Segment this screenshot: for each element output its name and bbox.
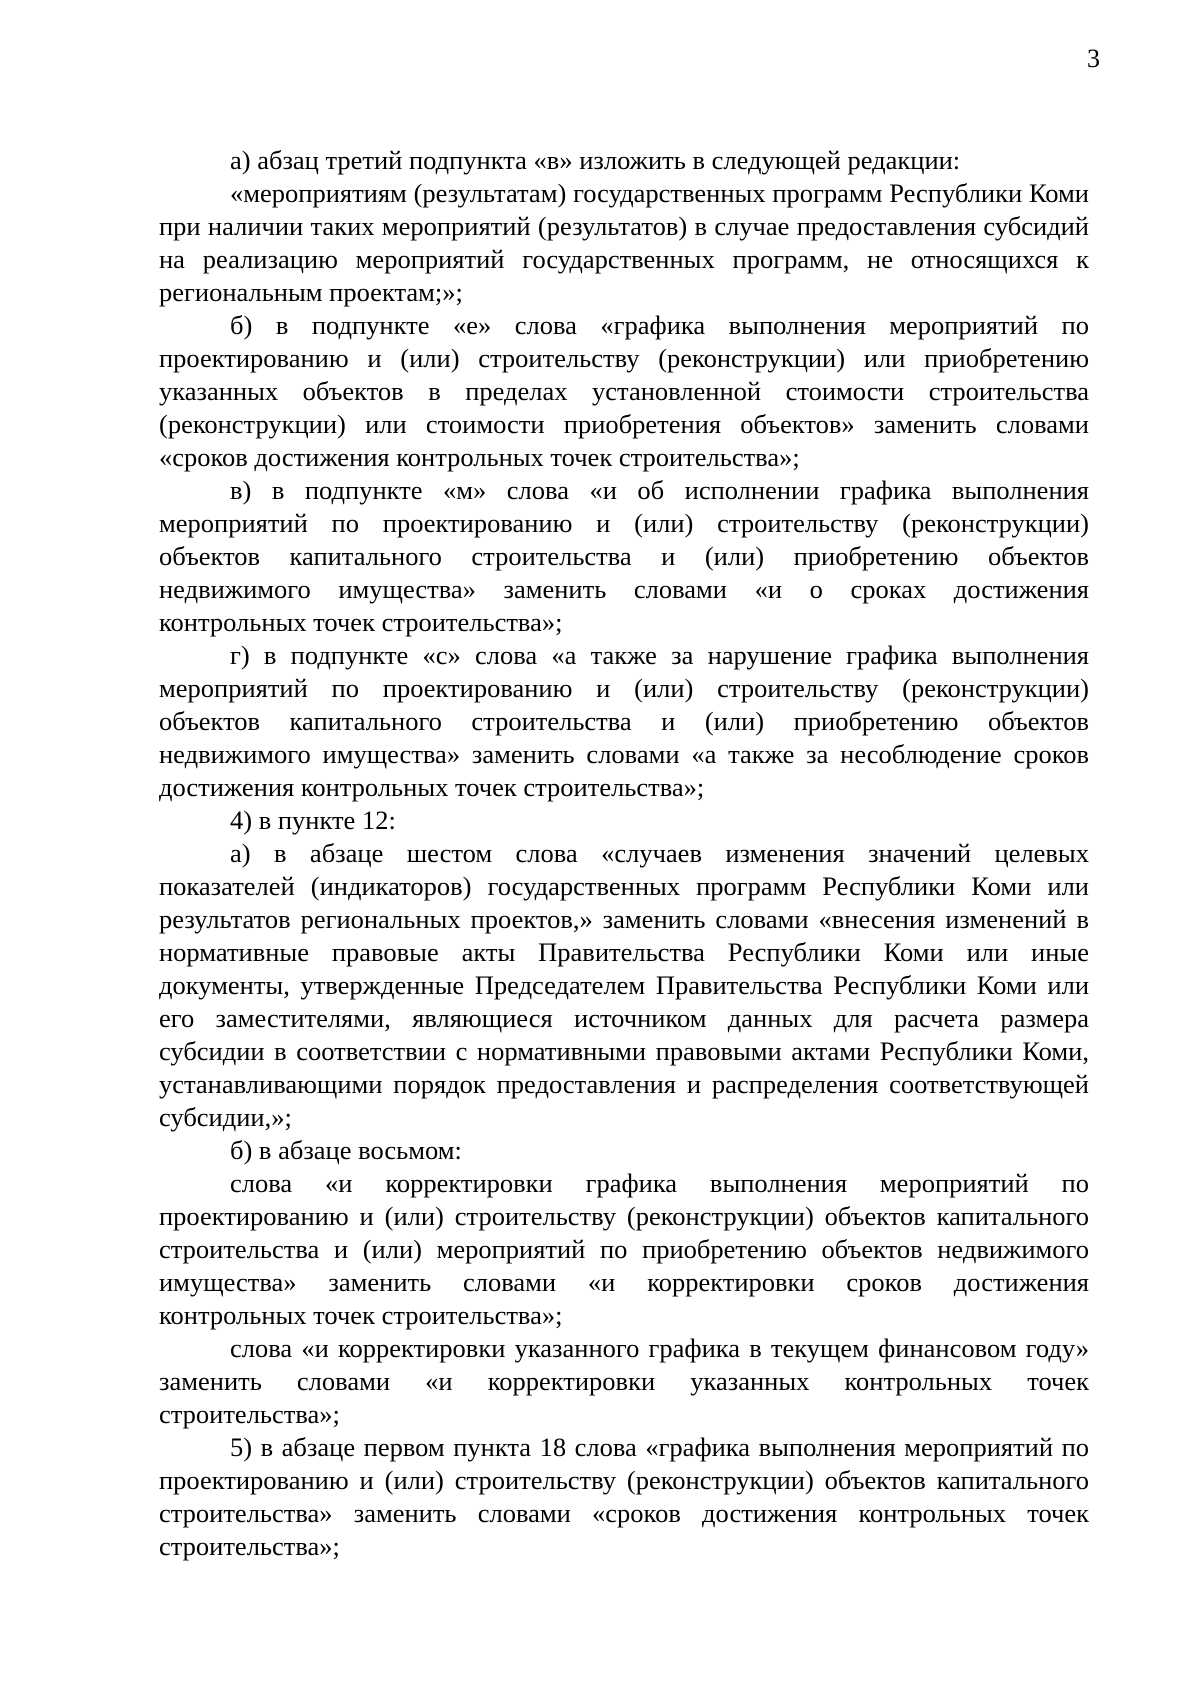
paragraph: б) в абзаце восьмом:	[230, 1135, 462, 1165]
paragraph: а) в абзаце шестом слова «случаев изменения значений целевых показателей (индикаторов) государственных программ Республики Коми или результатов региональных проектов,» заменить словами «внесения изменений в нормативные правовые акты Правительства Республики Коми или иные документы, утвержденные Председателем Правительства Республики Коми или его заместителями, являющиеся источником данных для расчета размера субсидии в соответствии с нормативными правовыми актами Республики Коми, устанавливающими порядок предоставления и распределения соответствующей субсидии,»;	[159, 838, 1089, 1132]
paragraph: г) в подпункте «с» слова «а также за нарушение графика выполнения мероприятий по проектированию и (или) строительству (реконструкции) объектов капитального строительства и (или) приобретению объектов недвижимого имущества» заменить словами «а также за несоблюдение сроков достижения контрольных точек строительства»;	[159, 640, 1089, 802]
paragraph: «мероприятиям (результатам) государственных программ Республики Коми при наличии таких мероприятий (результатов) в случае предоставления субсидий на реализацию мероприятий государственных программ, не относящихся к региональным проектам;»;	[159, 178, 1089, 307]
paragraph: б) в подпункте «е» слова «графика выполнения мероприятий по проектированию и (или) строительству (реконструкции) или приобретению указанных объектов в пределах установленной стоимости строительства (реконструкции) или стоимости приобретения объектов» заменить словами «сроков достижения контрольных точек строительства»;	[159, 310, 1089, 472]
page-number: 3	[1087, 44, 1100, 73]
paragraph: в) в подпункте «м» слова «и об исполнении графика выполнения мероприятий по проектированию и (или) строительству (реконструкции) объектов капитального строительства и (или) приобретению объектов недвижимого имущества» заменить словами «и о сроках достижения контрольных точек строительства»;	[159, 475, 1089, 637]
paragraph: 4) в пункте 12:	[230, 805, 396, 835]
paragraph: слова «и корректировки указанного графика в текущем финансовом году» заменить словами «и корректировки указанных контрольных точек строительства»;	[159, 1333, 1089, 1429]
document-body	[159, 144, 1089, 1563]
paragraph: а) абзац третий подпункта «в» изложить в следующей редакции:	[230, 145, 961, 175]
paragraph: слова «и корректировки графика выполнения мероприятий по проектированию и (или) строительству (реконструкции) объектов капитального строительства и (или) мероприятий по приобретению объектов недвижимого имущества» заменить словами «и корректировки сроков достижения контрольных точек строительства»;	[159, 1168, 1089, 1330]
paragraph: 5) в абзаце первом пункта 18 слова «графика выполнения мероприятий по проектированию и (или) строительству (реконструкции) объектов капитального строительства» заменить словами «сроков достижения контрольных точек строительства»;	[159, 1432, 1089, 1561]
